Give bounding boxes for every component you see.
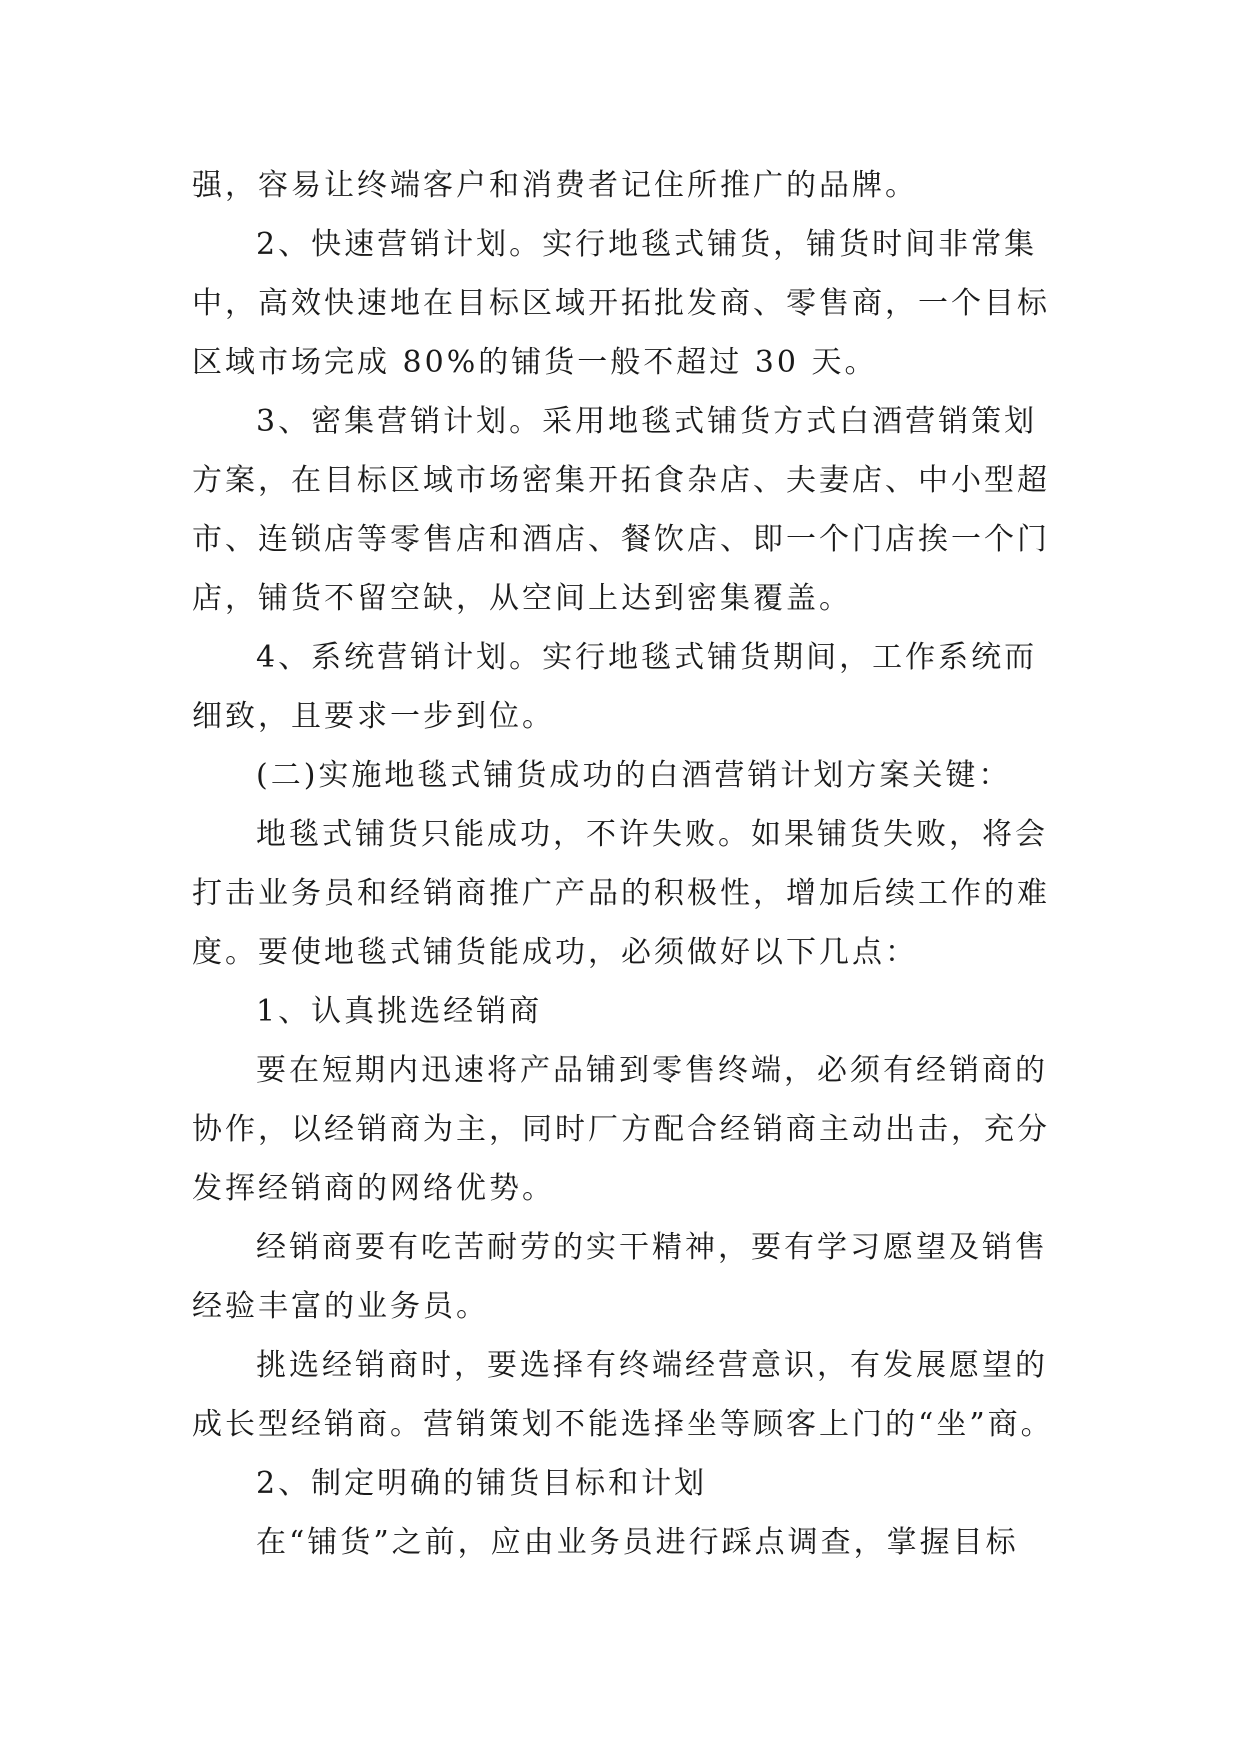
document-body [192, 156, 1052, 1572]
section-heading: (二)实施地毯式铺货成功的白酒营销计划方案关键： [256, 758, 1012, 793]
text-line: 在“铺货”之前，应由业务员进行踩点调查，掌握目标 [256, 1525, 1019, 1560]
text-line: 市、连锁店等零售店和酒店、餐饮店、即一个门店挨一个门 [192, 522, 1050, 557]
text-line: 店，铺货不留空缺，从空间上达到密集覆盖。 [192, 581, 852, 616]
text-line: 细致，且要求一步到位。 [192, 699, 555, 734]
subheading: 2、制定明确的铺货目标和计划 [256, 1466, 708, 1501]
subheading: 1、认真挑选经销商 [256, 994, 543, 1029]
text-line: 中，高效快速地在目标区域开拓批发商、零售商，一个目标 [192, 286, 1050, 321]
text-line: 要在短期内迅速将产品铺到零售终端，必须有经销商的 [256, 1053, 1048, 1088]
text-line: 挑选经销商时，要选择有终端经营意识，有发展愿望的 [256, 1348, 1048, 1383]
text-line: 强，容易让终端客户和消费者记住所推广的品牌。 [192, 168, 918, 203]
text-line: 4、系统营销计划。实行地毯式铺货期间，工作系统而 [256, 640, 1038, 675]
text-line: 发挥经销商的网络优势。 [192, 1171, 555, 1206]
text-line: 区域市场完成 80%的铺货一般不超过 30 天。 [192, 345, 878, 380]
text-line: 经验丰富的业务员。 [192, 1289, 489, 1324]
text-line: 经销商要有吃苦耐劳的实干精神，要有学习愿望及销售 [256, 1230, 1048, 1265]
text-line: 成长型经销商。营销策划不能选择坐等顾客上门的“坐”商。 [192, 1407, 1054, 1442]
text-line: 地毯式铺货只能成功，不许失败。如果铺货失败，将会 [256, 817, 1048, 852]
text-line: 协作，以经销商为主，同时厂方配合经销商主动出击，充分 [192, 1112, 1050, 1147]
text-line: 打击业务员和经销商推广产品的积极性，增加后续工作的难 [192, 876, 1050, 911]
text-line: 3、密集营销计划。采用地毯式铺货方式白酒营销策划 [256, 404, 1038, 439]
text-line: 2、快速营销计划。实行地毯式铺货，铺货时间非常集 [256, 227, 1038, 262]
text-line: 度。要使地毯式铺货能成功，必须做好以下几点： [192, 935, 918, 970]
text-line: 方案，在目标区域市场密集开拓食杂店、夫妻店、中小型超 [192, 463, 1050, 498]
